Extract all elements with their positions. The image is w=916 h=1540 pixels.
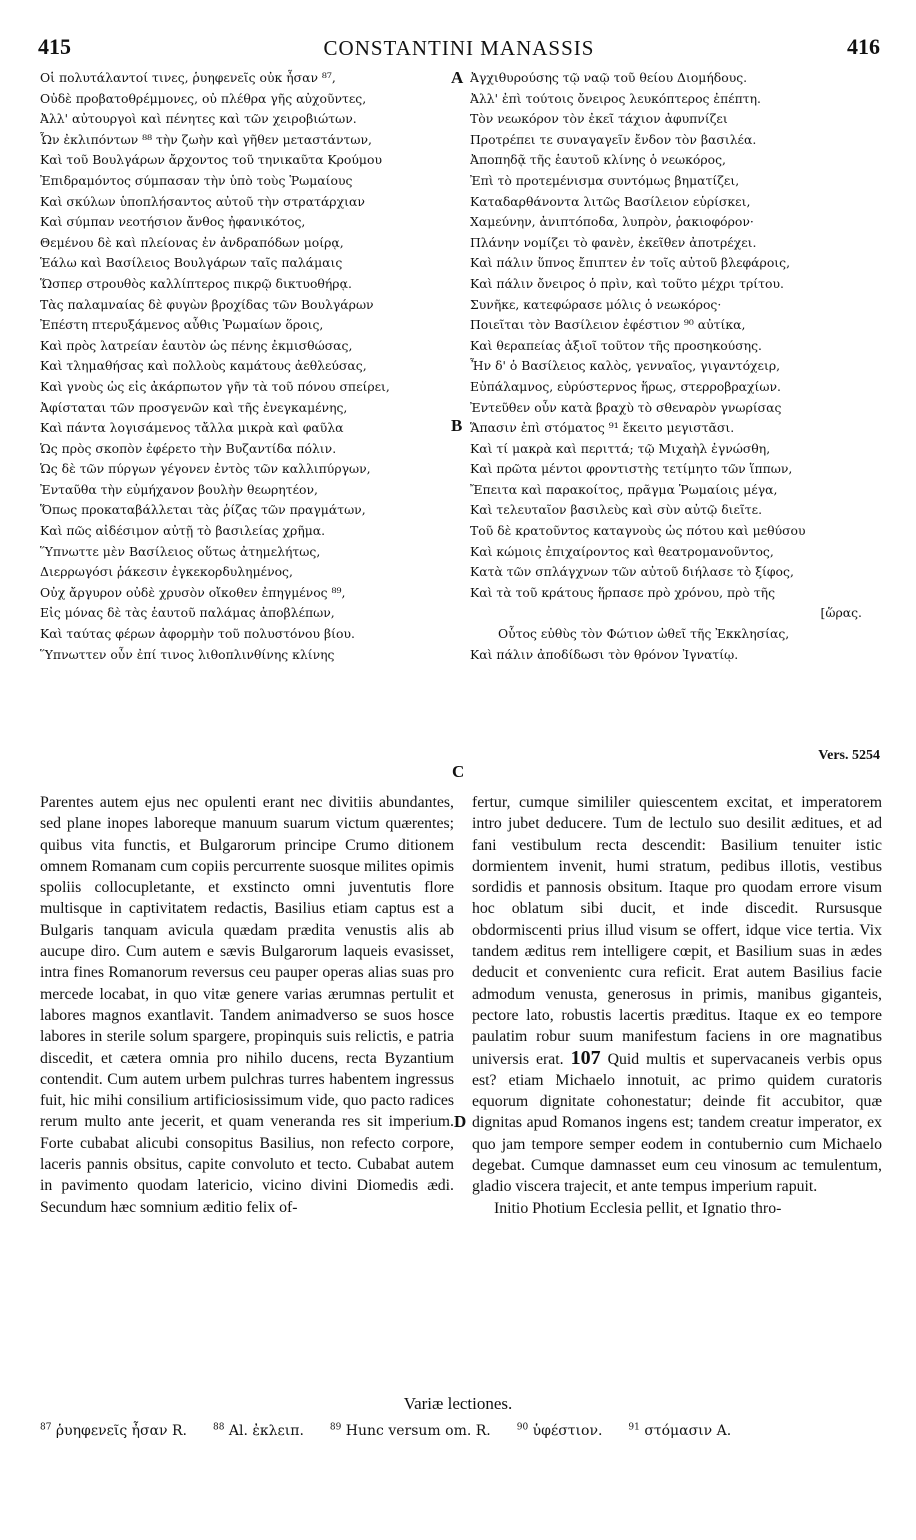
footnote-text: ὑφέστιον. <box>528 1422 603 1439</box>
verse-line: Οὐδὲ προβατοθρέμμονες, οὐ πλέθρα γῆς αὐχοῦντες, <box>40 90 367 106</box>
latin-translation-left-column <box>40 792 454 1380</box>
verse-line: Ὡς πρὸς σκοπὸν ἐφέρετο τὴν Βυζαντίδα πόλιν. <box>40 440 337 456</box>
verse-line: Οἱ πολυτάλαντοί τινες, ῥυηφενεῖς οὐκ ἦσαν ⁸⁷, <box>40 70 336 85</box>
footnote-text: ῥυηφενεῖς ἦσαν R. <box>51 1422 187 1439</box>
greek-verse-right-column <box>470 68 882 665</box>
verse-line: Καὶ πρὸς λατρείαν ἑαυτὸν ὡς πένης ἐκμισθώσας, <box>40 337 353 353</box>
footnote-number: 87 <box>40 1422 52 1432</box>
verse-line: Οὗτος εὐθὺς τὸν Φώτιον ὠθεῖ τῆς Ἐκκλησίας, <box>498 626 790 642</box>
verse-line: Καὶ πάλιν ὕπνος ἔπιπτεν ἐν τοῖς αὐτοῦ βλεφάροις, <box>470 255 791 271</box>
left-page-number: 415 <box>38 34 71 59</box>
verse-line: Χαμεύνην, ἀνιπτόποδα, λυπρὸν, ῥακιοφόρον· <box>470 214 754 230</box>
verse-line: Καὶ κώμοις ἐπιχαίροντος καὶ θεατρομανοῦντος, <box>470 543 774 559</box>
section-number: 107 <box>570 1046 601 1069</box>
verse-line: Ἐντεῦθεν οὖν κατὰ βραχὺ τὸ σθεναρὸν γνωρίσας <box>470 399 782 415</box>
latin-paragraph-continued <box>472 792 882 1198</box>
verse-line: Ποιεῖται τὸν Βασίλειον ἐφέστιον ⁹⁰ αὐτίκα, <box>470 317 746 333</box>
latin-text-part: Quid multis et supervacaneis verbis opus est? etiam Michaelo innotuit, ac primo quidem curatoris equorum dignitate cohonestatur; deinde fit accubitor, quæ dignitas apud Romanos ingens est; tandem creatur imperator, ex quo jam tempore semper eodem in contubernio cum Michaelo degebat. Cumque damnasset eum ceu vinosum ac temulentum, gladio viscera trajecit, et ante tempus imperium rapuit. <box>472 1050 882 1196</box>
verse-line: Καταδαρθάνοντα λιτῶς Βασίλειον εὑρίσκει, <box>470 193 751 209</box>
margin-marker-d: D <box>454 1112 467 1131</box>
footnote-number: 89 <box>329 1422 342 1432</box>
verse-line: Ὕπνωττε μὲν Βασίλειος οὕτως ἀτημελήτως, <box>40 543 321 559</box>
verse-line: Ἀγχιθυρούσης τῷ ναῷ τοῦ θείου Διομήδους. <box>470 70 748 85</box>
verse-line: Καὶ πάλιν ἀποδίδωσι τὸν θρόνον Ἰγνατίῳ. <box>470 646 739 662</box>
verse-line: Ἐπέστη πτερυξάμενος αὖθις Ῥωμαίων ὅροις, <box>40 317 324 333</box>
latin-paragraph: Parentes autem ejus nec opulenti erant nec divitiis abundantes, sed plane inopes laboreque manuum suarum victum quærentes; quibus vita functis, et Bulgarorum principe Crumo ditionem omnem Romanam cum copiis percurrente suosque milites opimis spoliis collocupletante, et exstincto omni juventutis flore multisque in captivitatem redactis, Basilius etiam captus est a Bulgaris tanquam avicula quædam prædita venustis alis ab aucupe diro. Cum autem e sævis Bulgarorum laqueis evasisset, intra fines Romanorum reversus ceu pauper operas alias suas pro mercede locabat, in quo vitæ genere varias ærumnas pertulit et labores magnos exantlavit. Tandem animadverso se suos hosce labores in sterile solum spargere, propinquis suis relictis, e patria discedit, et cætera omnia pro nihilo ducens, recta Byzantium contendit. Cum autem urbem pulchras turres habentem ingressus fuit, hic mihi consilium artificiosissimum vide, quo pacto radices rerum multo ante jecerit, et quam veneranda res sit imperium. Forte cubabat alicubi consopitus Basilius, non refecto corpore, laceris pannis obsitus, capite convoluto et tecto. Cubabat autem in pavimento quodam latericio, vicino divini Diomedis ædi. Secundum hæc somnium æditio felix of- <box>40 794 454 1216</box>
verse-line: Ὡς δὲ τῶν πύργων γέγονεν ἐντὸς τῶν καλλιπύργων, <box>40 461 371 477</box>
verse-line: [ὥρας. <box>820 605 862 621</box>
verse-line: Καὶ πῶς αἰδέσιμον αὐτῇ τὸ βασιλείας χρῆμα. <box>40 523 326 539</box>
verse-line: Ἀποπηδᾷ τῆς ἑαυτοῦ κλίνης ὁ νεωκόρος, <box>470 152 726 168</box>
footnote-item <box>40 1423 187 1439</box>
verse-line: Καὶ τί μακρὰ καὶ περιττά; τῷ Μιχαὴλ ἐγνώσθη, <box>470 440 771 456</box>
verse-line: Ἐπιδραμόντος σύμπασαν τὴν ὑπὸ τοὺς Ῥωμαίους <box>40 172 353 188</box>
verse-line: Ὕπνωττεν οὖν ἐπί τινος λιθοπλινθίνης κλίνης <box>40 646 335 662</box>
verse-line: Ὥσπερ στρουθὸς καλλίπτερος πικρῷ δικτυοθήρᾳ. <box>40 275 352 291</box>
verse-line: Καὶ τὰ τοῦ κράτους ἥρπασε πρὸ χρόνου, πρὸ τῆς <box>470 584 776 600</box>
verse-line: Καὶ θεραπείας ἀξιοῖ τοῦτον τῆς προσηκούσης. <box>470 337 762 353</box>
footnote-item <box>517 1423 603 1439</box>
verse-line: Ἀλλ' αὐτουργοὶ καὶ πένητες καὶ τῶν χειροβιώτων. <box>40 111 357 127</box>
verse-line: Πλάνην νομίζει τὸ φανὲν, ἐκεῖθεν ἀποτρέχει. <box>470 234 757 250</box>
greek-verse-left-column <box>40 68 456 665</box>
margin-marker-a: A <box>451 68 464 87</box>
verse-line: Ἅπασιν ἐπὶ στόματος ⁹¹ ἔκειτο μεγιστᾶσι. <box>470 420 735 436</box>
footnote-number: 88 <box>212 1422 225 1432</box>
verse-line: Καὶ γνοὺς ὡς εἰς ἀκάρπωτον γῆν τὰ τοῦ πόνου σπείρει, <box>40 378 390 394</box>
verse-line: Ἔπειτα καὶ παρακοίτος, πρᾶγμα Ῥωμαίοις μέγα, <box>470 481 778 497</box>
verse-line: Ὧν ἐκλιπόντων ⁸⁸ τὴν ζωὴν καὶ γῆθεν μεταστάντων, <box>40 131 372 147</box>
footnote-number: 91 <box>628 1422 640 1432</box>
latin-text-part: fertur, cumque simililer quiescentem excitat, et imperatorem intro jubet deducere. Tum de lectulo suo desilit æditues, et ad fani vestibulum recta descendit: Basilium tenuiter istic dormientem invenit, humi stratum, pedibus illotis, vestibus sordidis et pannosis obsitum. Itaque pro quodam errore visum hoc oblatum sibi ducit, et inde discedit. Rursusque obdormiscenti prius illud visum se offert, idque vice tertia. Vix tandem æditus rem intelligere cœpit, et Basilium suas in ædes deducit et convenientc cura reficit. Erat autem Basilius facie admodum venusta, generosus in primis, manibus giganteis, pectore lato, robustis lacertis præditus. Itaque ex eo tempore paulatim robur suum manifestum faciens in ore magnatibus universis erat. <box>472 794 882 1068</box>
footnote-item <box>330 1423 491 1439</box>
verse-line: Καὶ σύμπαν νεοτήσιον ἄνθος ἠφανικότος, <box>40 214 306 230</box>
running-header <box>38 34 880 64</box>
verse-line: Προτρέπει τε συναγαγεῖν ἔνδον τὸν βασιλέα. <box>470 131 757 147</box>
footnote-item <box>213 1423 304 1439</box>
verse-line: Εὐπάλαμνος, εὐρύστερνος ἥρως, στερροβραχίων. <box>470 378 781 394</box>
verse-line: Καὶ πάλιν ὄνειρος ὁ πρὶν, καὶ τοῦτο μέχρι τρίτου. <box>470 275 784 291</box>
verse-line: Καὶ σκύλων ὑποπλήσαντος αὐτοῦ τὴν στρατάρχιαν <box>40 193 365 209</box>
right-page-number: 416 <box>847 34 880 59</box>
verse-line: Καὶ τλημαθήσας καὶ πολλοὺς καμάτους ἀεθλεύσας, <box>40 358 367 374</box>
verse-line: Καὶ πρῶτα μέντοι φροντιστὴς τετίμητο τῶν ἵππων, <box>470 461 793 477</box>
verse-line: Συνῆκε, κατεφώρασε μόλις ὁ νεωκόρος· <box>470 296 722 312</box>
verse-line: Τοῦ δὲ κρατοῦντος καταγνοὺς ὡς πότου καὶ μεθύσου <box>470 523 806 539</box>
verse-line: Ὅπως προκαταβάλλεται τὰς ῥίζας τῶν πραγμάτων, <box>40 502 366 518</box>
verse-count-label: Vers. 5254 <box>818 748 880 763</box>
verse-line: Ἀφίσταται τῶν προσγενῶν καὶ τῆς ἐνεγκαμένης, <box>40 399 348 415</box>
verse-line: Τὸν νεωκόρον τὸν ἐκεῖ τάχιον ἀφυπνίζει <box>470 111 728 127</box>
footnote-text: Hunc versum om. R. <box>341 1422 491 1439</box>
footnote-text: Al. ἐκλειπ. <box>224 1422 304 1439</box>
verse-line: Καὶ τελευταῖον βασιλεὺς καὶ σὺν αὐτῷ διεῖτε. <box>470 502 763 518</box>
verse-line: Ἦν δ' ὁ Βασίλειος καλὸς, γενναῖος, γιγαντόχειρ, <box>470 358 781 374</box>
verse-line: Καὶ ταύτας φέρων ἀφορμὴν τοῦ πολυστόνου βίου. <box>40 626 355 642</box>
verse-line: Ἀλλ' ἐπὶ τούτοις ὄνειρος λευκόπτερος ἐπέπτη. <box>470 90 761 106</box>
verse-line: Καὶ πάντα λογισάμενος τἄλλα μικρὰ καὶ φαῦλα <box>40 420 344 436</box>
latin-translation-right-column <box>472 792 882 1380</box>
variae-lectiones-heading: Variæ lectiones. <box>403 1394 513 1413</box>
margin-marker-c: C <box>452 762 465 781</box>
footnote-text: στόμασιν A. <box>639 1422 732 1439</box>
verse-line: Εἰς μόνας δὲ τὰς ἑαυτοῦ παλάμας ἀποβλέπων, <box>40 605 335 621</box>
verse-line: Διερρωγόσι ῥάκεσιν ἐγκεκορδυλημένος, <box>40 564 293 580</box>
verse-line: Ἐνταῦθα τὴν εὐμήχανον βουλὴν θεωρητέον, <box>40 481 318 497</box>
footnote-item <box>628 1423 731 1439</box>
verse-line: Καὶ τοῦ Βουλγάρων ἄρχοντος τοῦ τηνικαῦτα Κρούμου <box>40 152 382 168</box>
verse-line: Τὰς παλαμναίας δὲ φυγὼν βροχίδας τῶν Βουλγάρων <box>40 296 374 312</box>
verse-line: Ἑάλω καὶ Βασίλειος Βουλγάρων ταῖς παλάμαις <box>40 255 343 271</box>
verse-line: Ἐπὶ τὸ προτεμένισμα συντόμως βηματίζει, <box>470 172 740 188</box>
verse-line: Θεμένου δὲ καὶ πλείονας ἐν ἀνδραπόδων μοίρᾳ, <box>40 234 344 250</box>
verse-line: Κατὰ τῶν σπλάγχνων τῶν αὐτοῦ διήλασε τὸ ξίφος, <box>470 564 794 580</box>
running-title: CONSTANTINI MANASSIS <box>323 36 595 60</box>
latin-paragraph: Initio Photium Ecclesia pellit, et Ignatio thro- <box>494 1199 782 1217</box>
footnotes <box>40 1422 880 1439</box>
verse-line: Οὐχ ἄργυρον οὐδὲ χρυσὸν οἴκοθεν ἐπηγμένος ⁸⁹, <box>40 584 346 600</box>
footnote-number: 90 <box>516 1422 529 1432</box>
margin-marker-b: B <box>451 416 463 435</box>
